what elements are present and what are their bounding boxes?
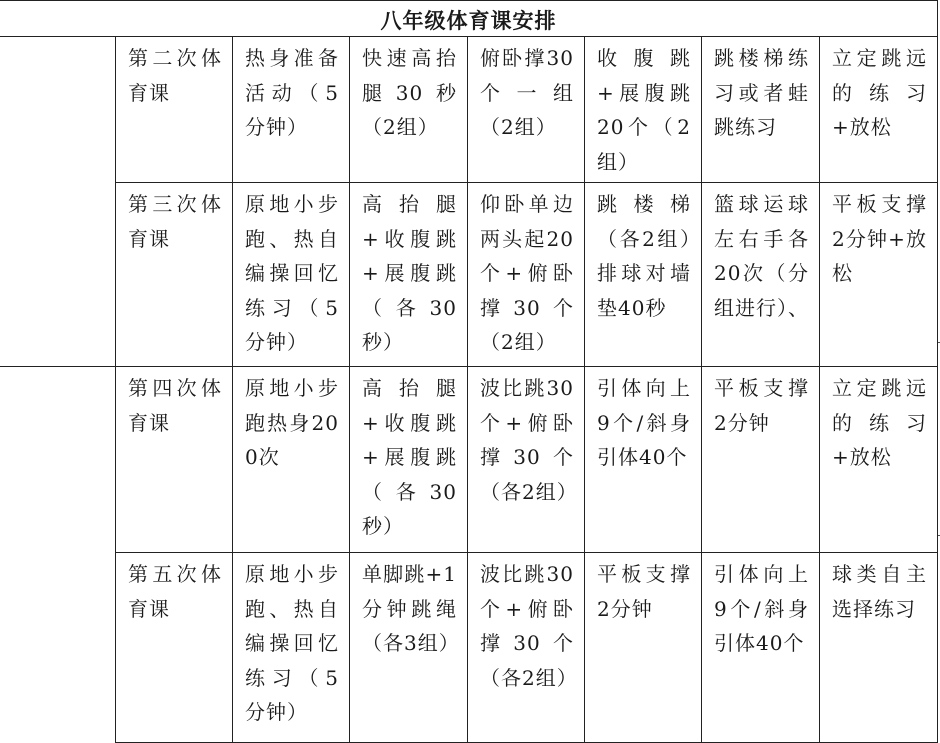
session-cell: 第三次体育课 xyxy=(116,183,233,367)
table-row xyxy=(116,367,938,553)
activity-cell: 原地小步跑热身200次 xyxy=(233,367,350,553)
activity-cell: 单脚跳+1分钟跳绳（各3组） xyxy=(350,553,468,743)
activity-cell: 收腹跳+展腹跳20个（2组） xyxy=(585,37,702,183)
activity-cell: 球类自主选择练习 xyxy=(820,553,938,743)
activity-cell: 平板支撑2分钟 xyxy=(702,367,820,553)
activity-cell: 波比跳30个+俯卧撑30个（各2组） xyxy=(468,367,585,553)
activity-cell: 原地小步跑、热自编操回忆练习（5分钟） xyxy=(233,183,350,367)
schedule-table xyxy=(115,36,938,743)
table-title: 八年级体育课安排 xyxy=(380,9,557,33)
activity-cell: 快速高抬腿30秒（2组） xyxy=(350,37,468,183)
table-row xyxy=(116,37,938,183)
activity-cell: 跳楼梯（各2组）排球对墙垫40秒 xyxy=(585,183,702,367)
title-row xyxy=(0,0,938,37)
session-cell: 第四次体育课 xyxy=(116,367,233,553)
session-cell: 第二次体育课 xyxy=(116,37,233,183)
session-cell: 第五次体育课 xyxy=(116,553,233,743)
left-column-divider xyxy=(0,366,115,367)
activity-cell: 篮球运球左右手各20次（分组进行）、 xyxy=(702,183,820,367)
activity-cell: 高抬腿+收腹跳+展腹跳（各30秒） xyxy=(350,183,468,367)
activity-cell: 俯卧撑30个一组（2组） xyxy=(468,37,585,183)
table-row xyxy=(116,183,938,367)
activity-cell: 平板支撑2分钟+放松 xyxy=(820,183,938,367)
activity-cell: 波比跳30个+俯卧撑30个（各2组） xyxy=(468,553,585,743)
activity-cell: 引体向上9个/斜身引体40个 xyxy=(702,553,820,743)
activity-cell: 热身准备活动（5分钟） xyxy=(233,37,350,183)
activity-cell: 跳楼梯练习或者蛙跳练习 xyxy=(702,37,820,183)
activity-cell: 原地小步跑、热自编操回忆练习（5分钟） xyxy=(233,553,350,743)
activity-cell: 立定跳远的练习+放松 xyxy=(820,37,938,183)
activity-cell: 立定跳远的练习+放松 xyxy=(820,367,938,553)
activity-cell: 平板支撑2分钟 xyxy=(585,553,702,743)
table-row xyxy=(116,553,938,743)
activity-cell: 仰卧单边两头起20个+俯卧撑30个（2组） xyxy=(468,183,585,367)
activity-cell: 高抬腿+收腹跳+展腹跳（各30秒） xyxy=(350,367,468,553)
activity-cell: 引体向上9个/斜身引体40个 xyxy=(585,367,702,553)
